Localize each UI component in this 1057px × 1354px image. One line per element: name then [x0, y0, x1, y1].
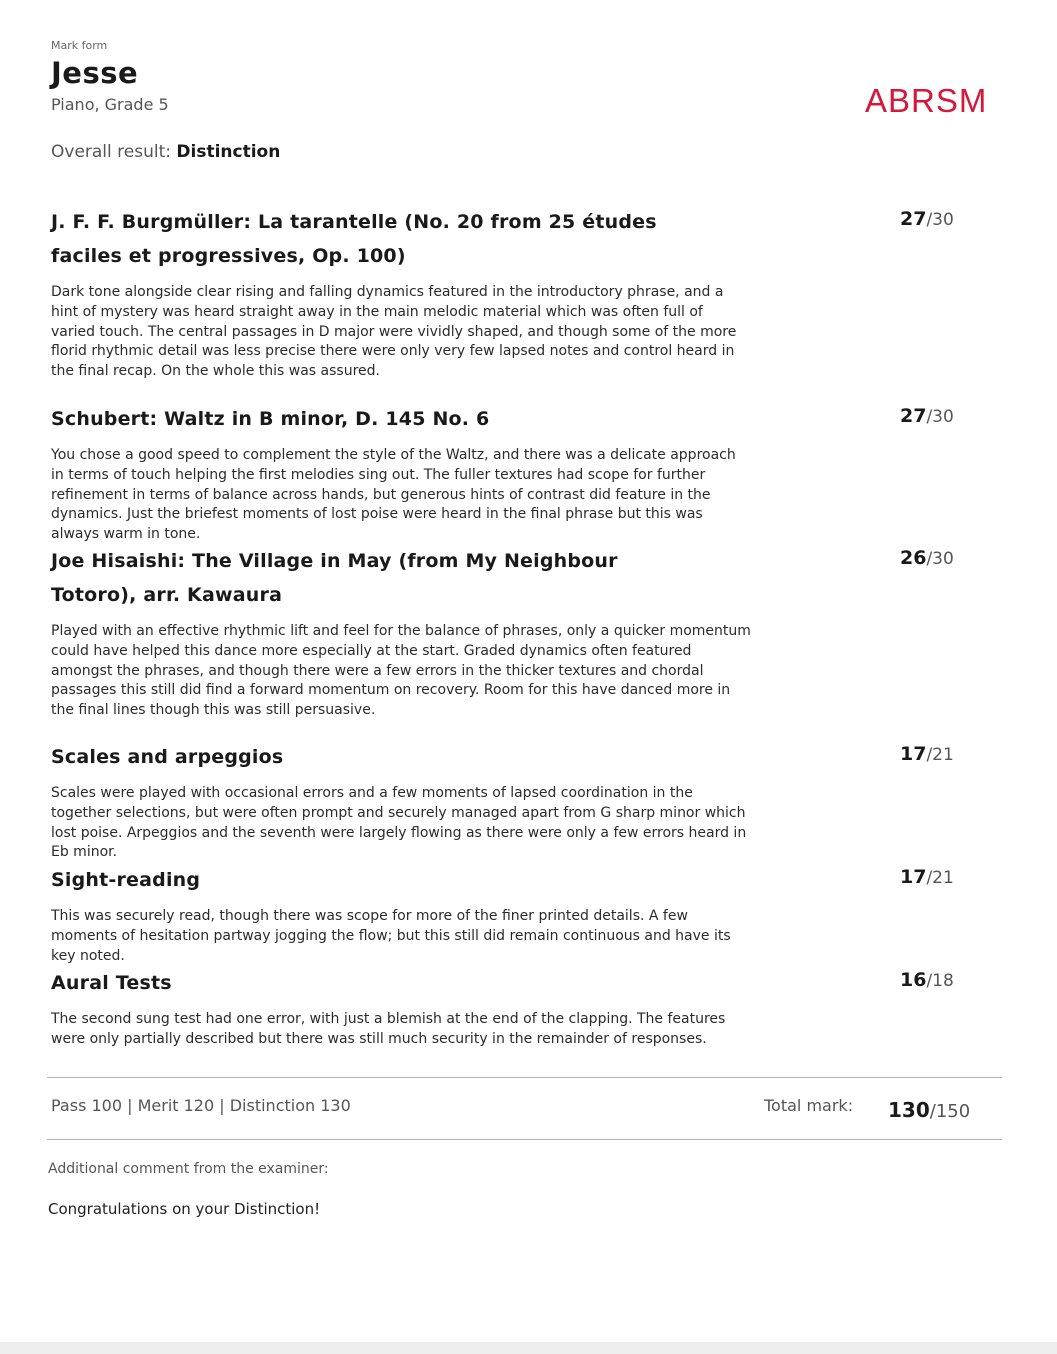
- section-comment: You chose a good speed to complement the style of the Waltz, and there was a delicate approach in terms of touch helping the first melodies sing out. The fuller textures had scope for further refinement in terms of balance across hands, but generous hints of contrast did feature in the dynamics. Just the briefest moments of lost poise were heard in the final phrase but this was always warm in tone.: [51, 447, 736, 543]
- section-title: Scales and arpeggios: [51, 746, 284, 768]
- score-value: 26: [900, 547, 927, 569]
- section-piece-3: [51, 544, 954, 721]
- section-aural-tests: [51, 966, 954, 1050]
- section-score: [900, 405, 954, 427]
- additional-comment-label: Additional comment from the examiner:: [48, 1161, 329, 1177]
- section-title: Sight-reading: [51, 869, 201, 891]
- instrument-grade: Piano, Grade 5: [51, 95, 169, 114]
- score-max: /21: [926, 745, 954, 765]
- section-comment: This was securely read, though there was scope for more of the finer printed details. A few moments of hesitation partway jogging the flow; but this still did remain continuous and have its key noted.: [51, 908, 731, 964]
- additional-comment: Congratulations on your Distinction!: [48, 1200, 321, 1218]
- score-max: /30: [926, 549, 954, 569]
- score-value: 27: [900, 405, 927, 427]
- abrsm-logo: ABRSM: [865, 82, 988, 119]
- grade-thresholds: Pass 100 | Merit 120 | Distinction 130: [51, 1096, 351, 1115]
- score-value: 17: [900, 743, 927, 765]
- score-value: 27: [900, 208, 927, 230]
- section-title: Aural Tests: [51, 972, 172, 994]
- section-comment: Scales were played with occasional errors and a few moments of lapsed coordination in the together selections, but were often prompt and securely managed apart from G sharp minor which lost poise. Arpeggios and the seventh were largely flowing as there were only a few errors heard in Eb minor.: [51, 785, 747, 861]
- section-scales: [51, 740, 954, 863]
- score-max: /30: [926, 407, 954, 427]
- divider-bottom: [47, 1139, 1002, 1140]
- section-score: [900, 208, 954, 230]
- section-sight-reading: [51, 863, 954, 966]
- section-title: Schubert: Waltz in B minor, D. 145 No. 6: [51, 408, 490, 430]
- section-score: [900, 866, 954, 888]
- total-mark-label: Total mark:: [764, 1096, 854, 1115]
- overall-result-value: Distinction: [176, 142, 281, 162]
- total-mark: [888, 1098, 970, 1122]
- section-piece-1: [51, 205, 954, 382]
- section-score: [900, 969, 954, 991]
- score-max: /18: [926, 971, 954, 991]
- section-comment: Dark tone alongside clear rising and falling dynamics featured in the introductory phrase, and a hint of mystery was heard straight away in the main melodic material which was often full of varied touch. The central passages in D major were vividly shaped, and though some of the more florid rhythmic detail was less precise there were only very few lapsed notes and control heard in the final recap. On the whole this was assured.: [51, 284, 737, 380]
- score-value: 17: [900, 866, 927, 888]
- score-value: 16: [900, 969, 927, 991]
- section-piece-2: [51, 402, 954, 545]
- page-bottom-edge: [0, 1342, 1057, 1354]
- total-mark-max: /150: [929, 1101, 971, 1122]
- section-title: J. F. F. Burgmüller: La tarantelle (No. 20 from 25 études faciles et progressives, Op. 100): [51, 211, 657, 267]
- score-max: /21: [926, 868, 954, 888]
- section-title: Joe Hisaishi: The Village in May (from My Neighbour Totoro), arr. Kawaura: [51, 550, 618, 606]
- overall-result: [51, 142, 280, 162]
- score-max: /30: [926, 210, 954, 230]
- section-score: [900, 547, 954, 569]
- overall-result-label: Overall result:: [51, 142, 171, 162]
- section-score: [900, 743, 954, 765]
- section-comment: The second sung test had one error, with just a blemish at the end of the clapping. The features were only partially described but there was still much security in the remainder of responses.: [51, 1011, 726, 1047]
- total-mark-value: 130: [888, 1098, 930, 1122]
- form-label: Mark form: [51, 39, 108, 52]
- divider-top: [47, 1077, 1002, 1078]
- candidate-name: Jesse: [51, 56, 139, 90]
- section-comment: Played with an effective rhythmic lift and feel for the balance of phrases, only a quicker momentum could have helped this dance more especially at the start. Graded dynamics often featured amongst the phrases, and though there were a few errors in the thicker textures and chordal passages this still did find a forward momentum on recovery. Room for this have danced more in the final lines though this was still persuasive.: [51, 623, 751, 719]
